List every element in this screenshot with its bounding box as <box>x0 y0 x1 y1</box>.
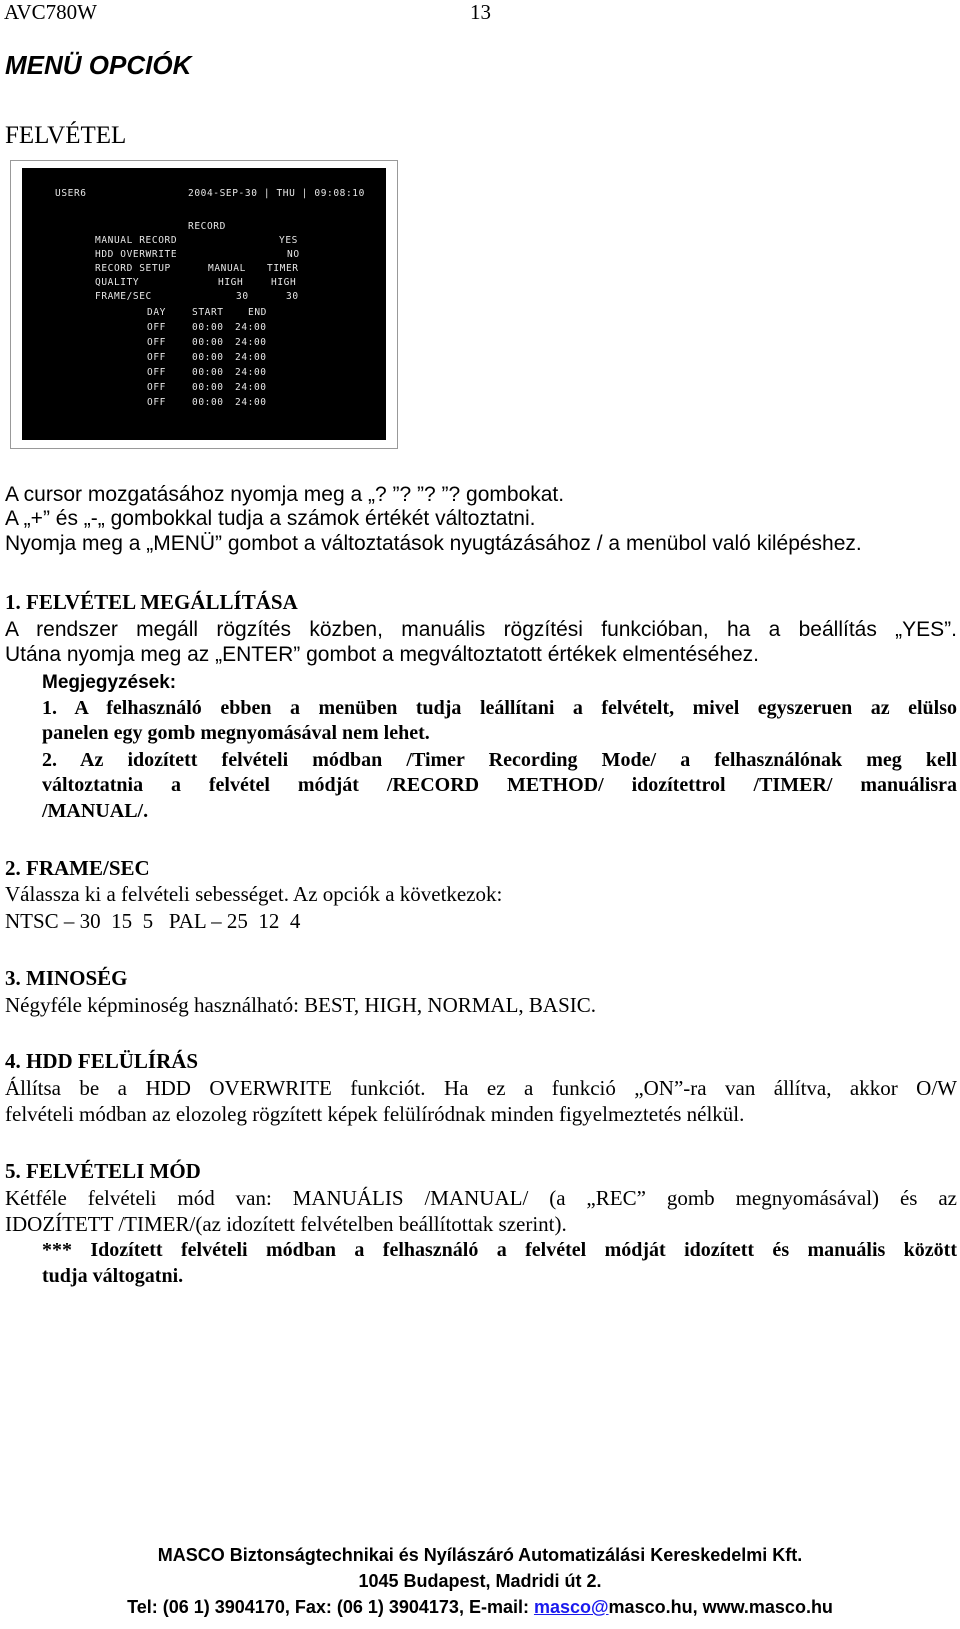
intro-line: A „+” és „-„ gombokkal tudja a számok értékét változtatni. <box>5 507 536 530</box>
osd-menu-title: RECORD <box>188 221 226 232</box>
section-5-note: tudja váltogatni. <box>42 1265 184 1287</box>
osd-schedule-end: 24:00 <box>235 352 267 363</box>
osd-schedule-day: OFF <box>147 337 166 348</box>
osd-screenshot <box>10 160 398 449</box>
footer-contact-prefix: Tel: (06 1) 3904170, Fax: (06 1) 3904173, E-mail: <box>127 1597 534 1617</box>
osd-row-label: FRAME/SEC <box>95 291 152 302</box>
note-2: változtatnia a felvétel módját /RECORD METHOD/ idozítettrol /TIMER/ manuálisra <box>42 774 957 796</box>
osd-schedule-end: 24:00 <box>235 337 267 348</box>
osd-row-value: NO <box>287 249 300 260</box>
intro-line: A cursor mozgatásához nyomja meg a „? ”? ”? ”? gombokat. <box>5 483 565 506</box>
footer-contact <box>0 1597 960 1618</box>
section-5-text: Kétféle felvételi mód van: MANUÁLIS /MANUAL/ (a „REC” gomb megnyomásával) és az <box>5 1186 957 1210</box>
osd-schedule-day: OFF <box>147 322 166 333</box>
section-2-heading: 2. FRAME/SEC <box>5 856 150 880</box>
osd-schedule-end: 24:00 <box>235 382 267 393</box>
osd-schedule-start: 00:00 <box>192 382 224 393</box>
section-5-note: *** Idozített felvételi módban a felhasználó a felvétel módját idozített és manuális között <box>42 1239 957 1261</box>
footer-company: MASCO Biztonságtechnikai és Nyílászáró Automatizálási Kereskedelmi Kft. <box>157 1545 803 1565</box>
header-page-number: 13 <box>470 0 491 24</box>
section-3-heading: 3. MINOSÉG <box>5 966 128 990</box>
section-1-text: Utána nyomja meg az „ENTER” gombot a megváltoztatott értékek elmentéséhez. <box>5 643 760 666</box>
note-2: /MANUAL/. <box>42 800 149 822</box>
header-model: AVC780W <box>4 0 97 24</box>
osd-schedule-start: 00:00 <box>192 352 224 363</box>
osd-schedule-end: 24:00 <box>235 322 267 333</box>
section-2-text: Válassza ki a felvételi sebességet. Az opciók a következok: <box>5 882 503 906</box>
section-3-text: Négyféle képminoség használható: BEST, HIGH, NORMAL, BASIC. <box>5 993 597 1017</box>
osd-schedule-end-header: END <box>248 307 267 318</box>
osd-schedule-end: 24:00 <box>235 397 267 408</box>
osd-schedule-start: 00:00 <box>192 337 224 348</box>
notes-label: Megjegyzések: <box>42 672 177 693</box>
section-title: FELVÉTEL <box>5 122 127 149</box>
osd-row-label: RECORD SETUP <box>95 263 171 274</box>
osd-row-value: YES <box>279 235 298 246</box>
osd-datetime: 2004-SEP-30 | THU | 09:08:10 <box>188 188 365 199</box>
section-4-text: felvételi módban az elozoleg rögzített képek felülíródnak minden figyelmeztetés nélkül. <box>5 1102 745 1126</box>
osd-schedule-start: 00:00 <box>192 367 224 378</box>
footer-contact-rest: masco.hu, www.masco.hu <box>608 1597 833 1617</box>
osd-schedule-start-header: START <box>192 307 224 318</box>
osd-row-label: HDD OVERWRITE <box>95 249 178 260</box>
osd-user: USER6 <box>55 188 87 199</box>
section-5-heading: 5. FELVÉTELI MÓD <box>5 1159 201 1183</box>
osd-schedule-day: OFF <box>147 367 166 378</box>
osd-schedule-start: 00:00 <box>192 397 224 408</box>
footer-address: 1045 Budapest, Madridi út 2. <box>358 1571 602 1591</box>
osd-row-mid: MANUAL <box>208 263 246 274</box>
note-1: panelen egy gomb megnyomásával nem lehet. <box>42 722 430 744</box>
osd-row-label: QUALITY <box>95 277 140 288</box>
section-1-text: A rendszer megáll rögzítés közben, manuális rögzítési funkcióban, ha a beállítás „YES”. <box>5 618 957 641</box>
osd-schedule-day: OFF <box>147 382 166 393</box>
osd-schedule-day: OFF <box>147 352 166 363</box>
section-1-heading: 1. FELVÉTEL MEGÁLLÍTÁSA <box>5 590 298 614</box>
osd-schedule-end: 24:00 <box>235 367 267 378</box>
osd-row-mid: HIGH <box>218 277 244 288</box>
note-1: 1. A felhasználó ebben a menüben tudja leállítani a felvételt, mivel egyszeruen az elülso <box>42 697 957 719</box>
section-4-text: Állítsa be a HDD OVERWRITE funkciót. Ha ez a funkció „ON”-ra van állítva, akkor O/W <box>5 1076 957 1100</box>
intro-line: Nyomja meg a „MENÜ” gombot a változtatások nyugtázásához / a menübol való kilépéshez. <box>5 532 862 555</box>
section-5-text: IDOZÍTETT /TIMER/(az idozített felvételben beállítottak szerint). <box>5 1212 567 1236</box>
section-4-heading: 4. HDD FELÜLÍRÁS <box>5 1049 199 1073</box>
osd-row-value: TIMER <box>267 263 299 274</box>
osd-screen <box>22 168 386 440</box>
note-2: 2. Az idozített felvételi módban /Timer Recording Mode/ a felhasználónak meg kell <box>42 749 957 771</box>
email-link[interactable]: masco@ <box>533 1597 609 1617</box>
osd-schedule-day-header: DAY <box>147 307 166 318</box>
page-title: MENÜ OPCIÓK <box>5 50 192 80</box>
osd-schedule-day: OFF <box>147 397 166 408</box>
osd-row-mid: 30 <box>236 291 249 302</box>
section-2-text: NTSC – 30 15 5 PAL – 25 12 4 <box>5 909 301 933</box>
osd-row-value: HIGH <box>271 277 297 288</box>
osd-schedule-start: 00:00 <box>192 322 224 333</box>
osd-row-label: MANUAL RECORD <box>95 235 178 246</box>
osd-row-value: 30 <box>286 291 299 302</box>
